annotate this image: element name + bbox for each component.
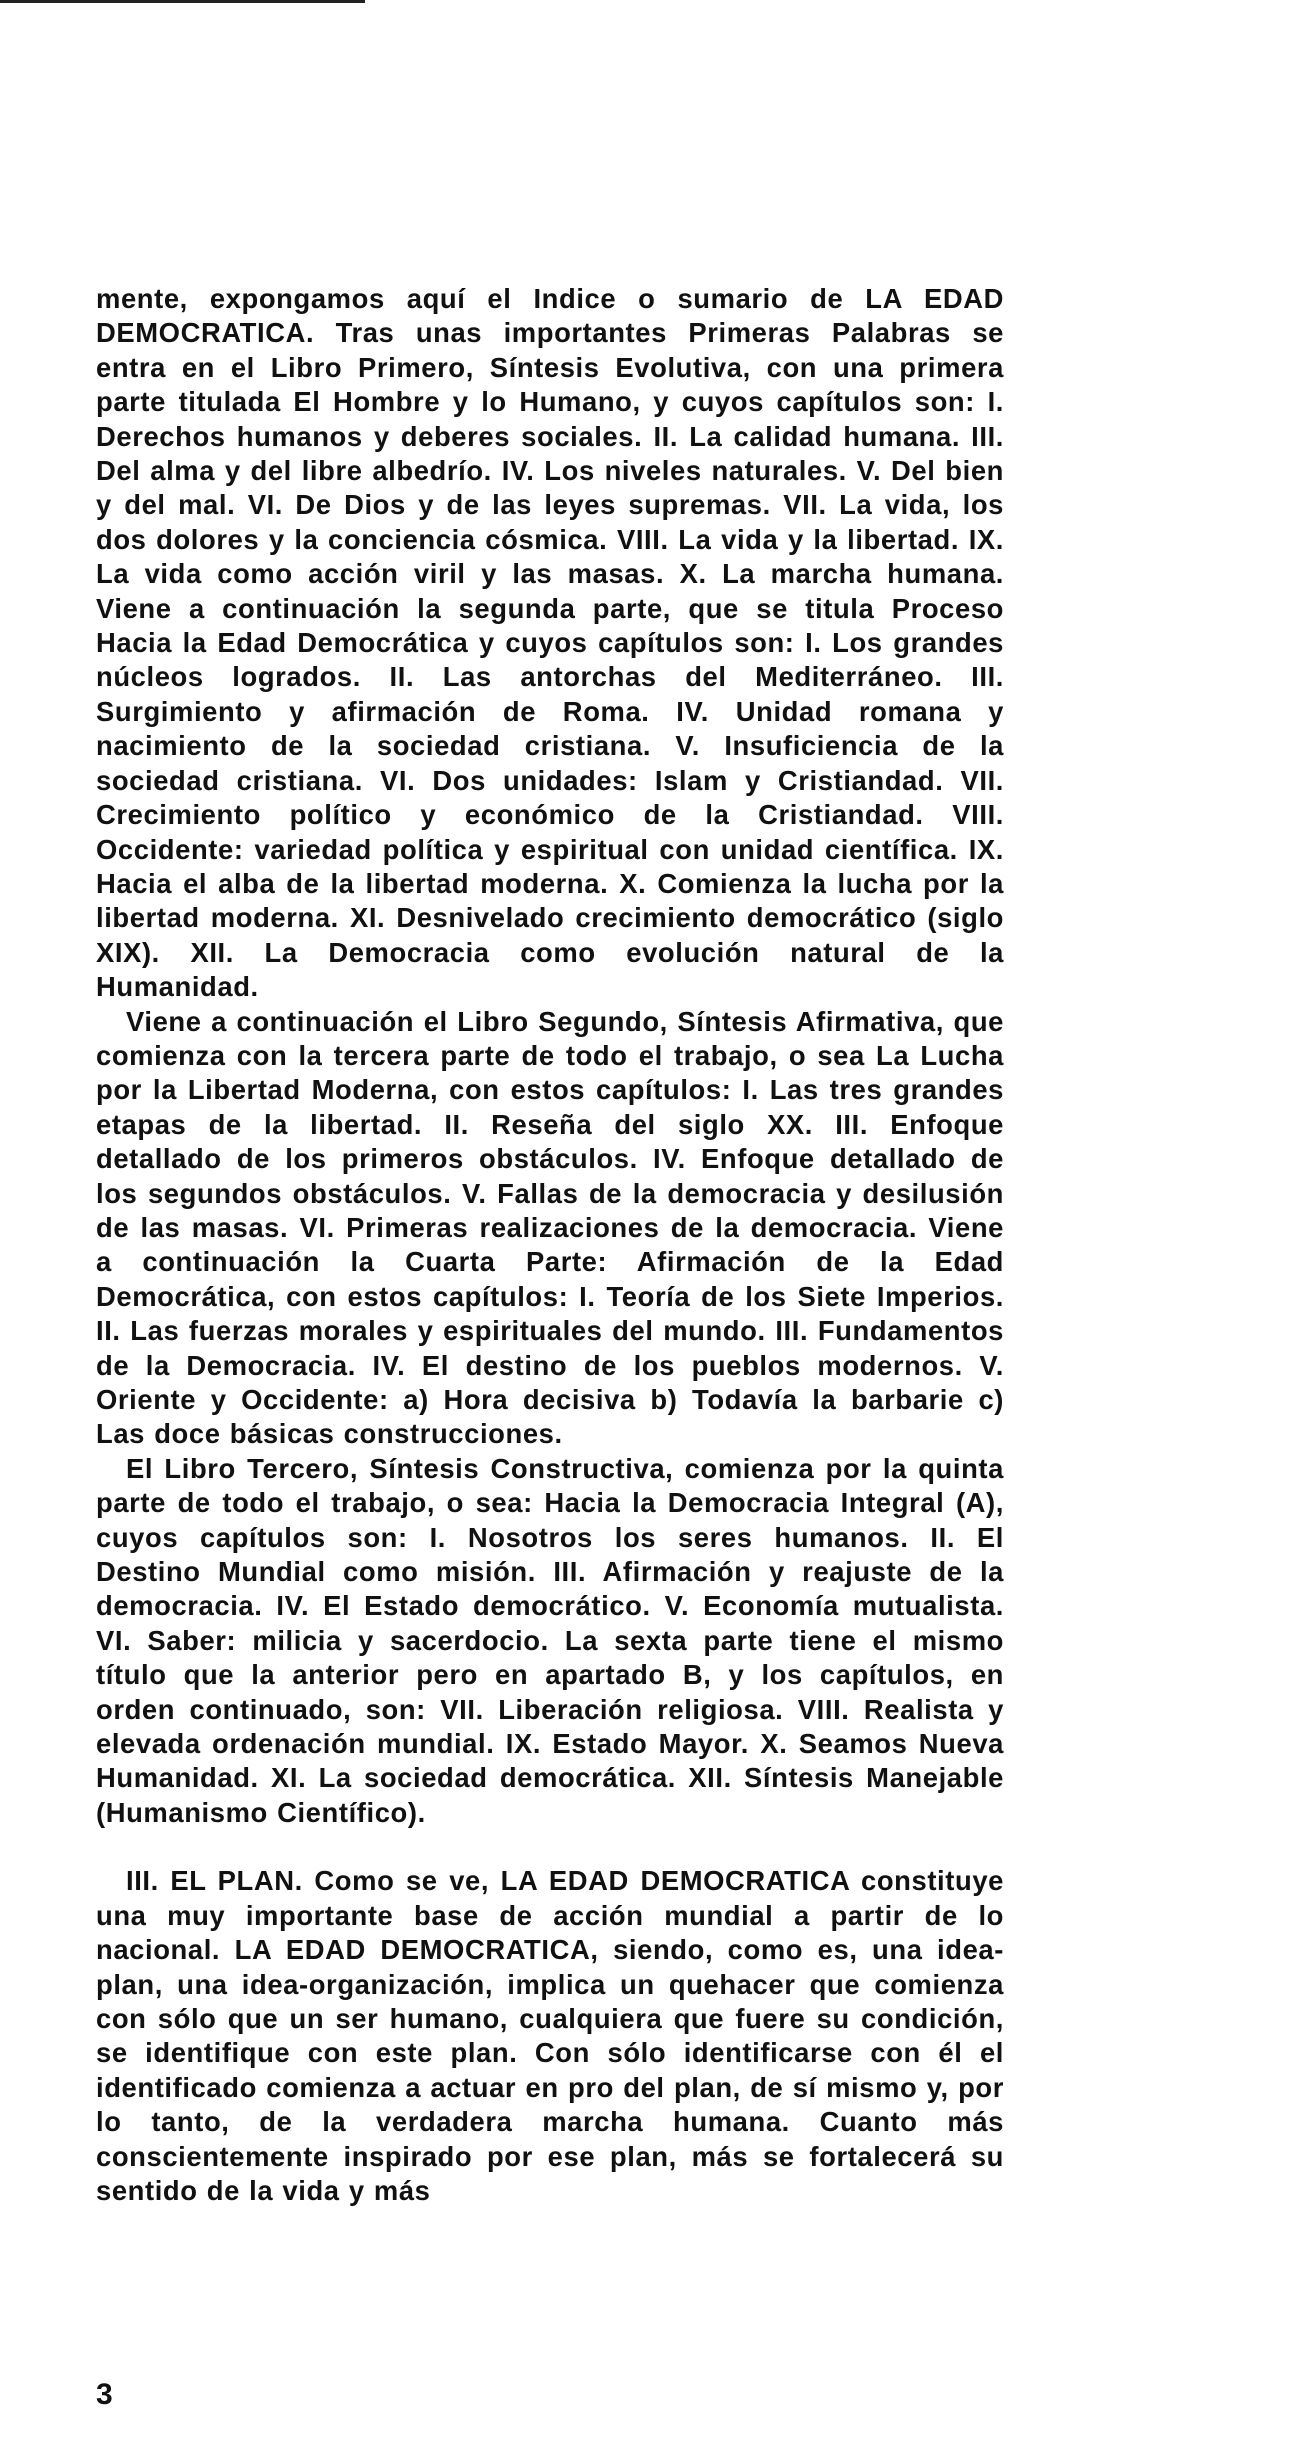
paragraph-el-plan: III. EL PLAN. Como se ve, LA EDAD DEMOCRATICA constituye una muy importante base de acción mundial a partir de lo nacional. LA EDAD DEMOCRATICA, siendo, como es, una idea-plan, una idea-organización, implica un quehacer que comienza con sólo que un ser humano, cualquiera que fuere su condición, se identifique con este plan. Con sólo identificarse con él el identificado comienza a actuar en pro del plan, de sí mismo y, por lo tanto, de la verdadera marcha humana. Cuanto más conscientemente inspirado por ese plan, más se fortalecerá su sentido de la vida y más [96, 1865, 1004, 2206]
page-number: 3 [96, 2378, 113, 2411]
paragraph-libro-tercero: El Libro Tercero, Síntesis Constructiva, comienza por la quinta parte de todo el trabajo, o sea: Hacia la Democracia Integral (A), cuyos capítulos son: I. Nosotros los seres humanos. II. El Destino Mundial como misión. III. Afirmación y reajuste de la democracia. IV. El Estado democrático. V. Economía mutualista. VI. Saber: milicia y sacerdocio. La sexta parte tiene el mismo título que la anterior pero en apartado B, y los capítulos, en orden continuado, son: VII. Liberación religiosa. VIII. Realista y elevada ordenación mundial. IX. Estado Mayor. X. Seamos Nueva Humanidad. XI. La sociedad democrática. XII. Síntesis Manejable (Humanismo Científico). [96, 1452, 1004, 1828]
paragraph-index-summary: mente, expongamos aquí el Indice o sumario de LA EDAD DEMOCRATICA. Tras unas importantes Primeras Palabras se entra en el Libro Primero, Síntesis Evolutiva, con una primera parte titulada El Hombre y lo Humano, y cuyos capítulos son: I. Derechos humanos y deberes sociales. II. La calidad humana. III. Del alma y del libre albedrío. IV. Los niveles naturales. V. Del bien y del mal. VI. De Dios y de las leyes supremas. VII. La vida, los dos dolores y la conciencia cósmica. VIII. La vida y la libertad. IX. La vida como acción viril y las masas. X. La marcha humana. Viene a continuación la segunda parte, que se titula Proceso Hacia la Edad Democrática y cuyos capítulos son: I. Los grandes núcleos logrados. II. Las antorchas del Mediterráneo. III. Surgimiento y afirmación de Roma. IV. Unidad romana y nacimiento de la sociedad cristiana. V. Insuficiencia de la sociedad cristiana. VI. Dos unidades: Islam y Cristiandad. VII. Crecimiento político y económico de la Cristiandad. VIII. Occidente: variedad política y espiritual con unidad científica. IX. Hacia el alba de la libertad moderna. X. Comienza la lucha por la libertad moderna. XI. Desnivelado crecimiento democrático (siglo XIX). XII. La Democracia como evolución natural de la Humanidad. [96, 283, 1004, 1003]
paragraph-libro-segundo: Viene a continuación el Libro Segundo, Síntesis Afirmativa, que comienza con la tercera parte de todo el trabajo, o sea La Lucha por la Libertad Moderna, con estos capítulos: I. Las tres grandes etapas de la libertad. II. Reseña del siglo XX. III. Enfoque detallado de los primeros obstáculos. IV. Enfoque detallado de los segundos obstáculos. V. Fallas de la democracia y desilusión de las masas. VI. Primeras realizaciones de la democracia. Viene a continuación la Cuarta Parte: Afirmación de la Edad Democrática, con estos capítulos: I. Teoría de los Siete Imperios. II. Las fuerzas morales y espirituales del mundo. III. Fundamentos de la Democracia. IV. El destino de los pueblos modernos. V. Oriente y Occidente: a) Hora decisiva b) Todavía la barbarie c) Las doce básicas construcciones. [96, 1005, 1004, 1450]
page-body [96, 282, 1004, 2208]
top-rule [0, 0, 365, 3]
